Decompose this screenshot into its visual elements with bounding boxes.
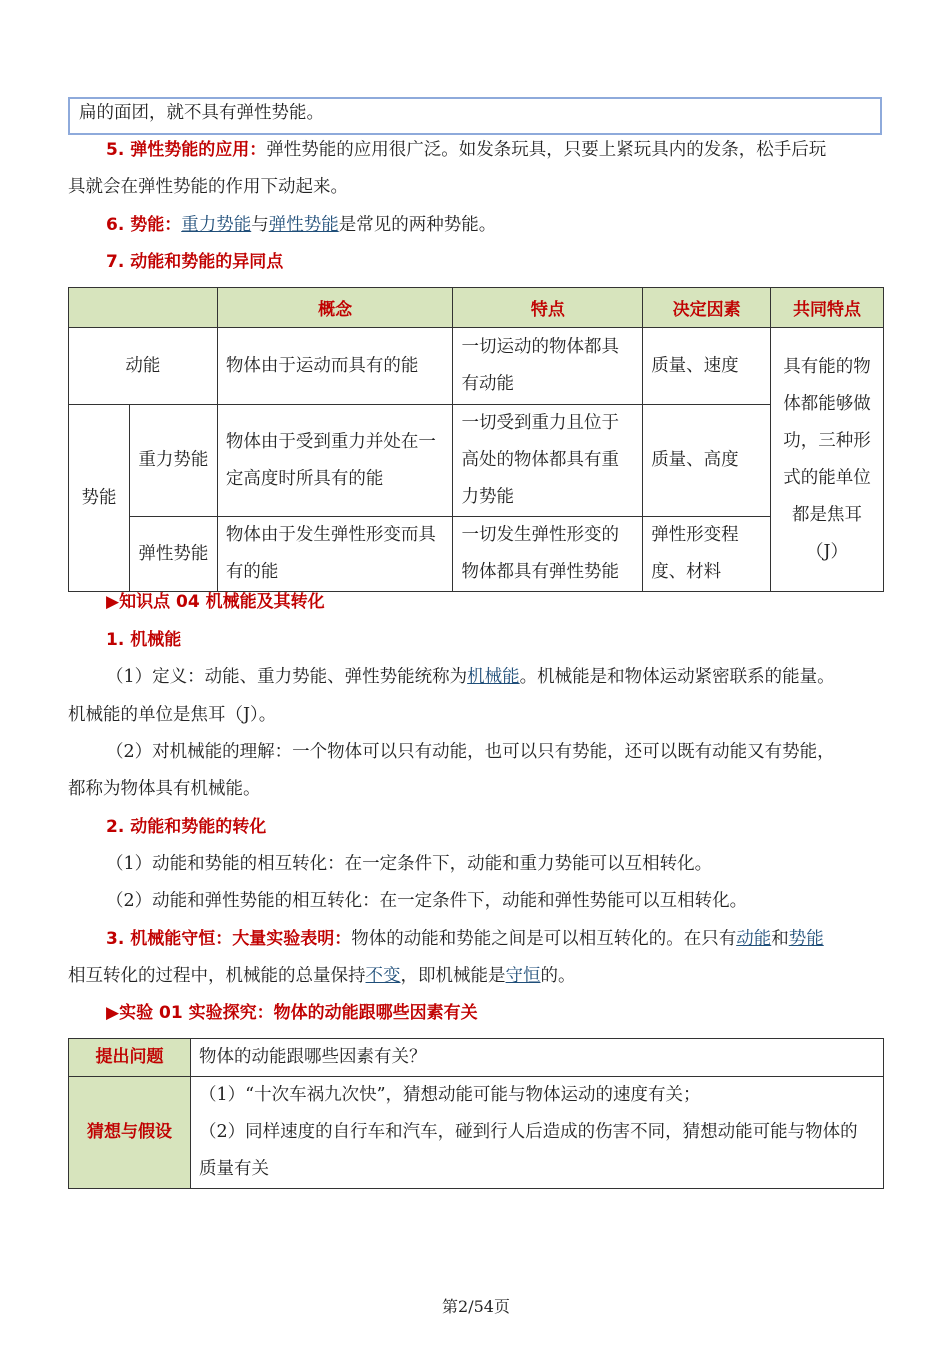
para-5-line1: 5. 弹性势能的应用：弹性势能的应用很广泛。如发条玩具，只要上紧玩具内的发条，松手后玩 xyxy=(106,140,827,160)
link-elastic-pe[interactable]: 弹性势能 xyxy=(268,215,339,235)
s2-heading: 2. 动能和势能的转化 xyxy=(106,817,267,837)
exp01-heading: ▶实验 01 实验探究：物体的动能跟哪些因素有关 xyxy=(106,1003,478,1023)
link-kinetic[interactable]: 动能 xyxy=(736,929,772,949)
link-conserved[interactable]: 守恒 xyxy=(505,966,541,986)
s3-line1: 3. 机械能守恒：大量实验表明：物体的动能和势能之间是可以相互转化的。在只有动能和势能 xyxy=(106,929,824,949)
comparison-table: 概念 特点 决定因素 共同特点 动能 物体由于运动而具有的能 一切运动的物体都具有动能 质量、速度 具有能的物体都能够做功，三种形式的能单位都是焦耳（J） 势能 重力势能 物体由于受到重力并处在一定高度时所具有的能 一切受到重力且位于高处的物体都具有重力势能 质量、高度 弹性势能 物体由于发生弹性形变而具有的能 一切发生弹性形变的物体都具有弹性势能 弹性形变程度、材料 xyxy=(68,287,884,592)
note-box xyxy=(68,97,882,135)
s2-line1: （1）动能和势能的相互转化：在一定条件下，动能和重力势能可以互相转化。 xyxy=(106,854,713,874)
para-5-line2: 具就会在弹性势能的作用下动起来。 xyxy=(68,177,348,197)
s1-unit: 机械能的单位是焦耳（J）。 xyxy=(68,705,277,725)
kp04-heading: ▶知识点 04 机械能及其转化 xyxy=(106,592,325,612)
page-number: 第2/54页 xyxy=(442,1297,510,1316)
s1-heading: 1. 机械能 xyxy=(106,630,182,650)
s1-def: （1）定义：动能、重力势能、弹性势能统称为机械能。机械能是和物体运动紧密联系的能量。 xyxy=(106,667,835,687)
link-mechanical-energy[interactable]: 机械能 xyxy=(467,667,520,687)
box-text: 扁的面团，就不具有弹性势能。 xyxy=(79,103,324,123)
s2-line2: （2）动能和弹性势能的相互转化：在一定条件下，动能和弹性势能可以互相转化。 xyxy=(106,891,748,911)
link-gravity-pe[interactable]: 重力势能 xyxy=(181,215,252,235)
heading-7: 7. 动能和势能的异同点 xyxy=(106,252,284,272)
s1-understanding: （2）对机械能的理解：一个物体可以只有动能，也可以只有势能，还可以既有动能又有势能， xyxy=(106,742,835,762)
s1-understanding-2: 都称为物体具有机械能。 xyxy=(68,779,261,799)
s3-line2: 相互转化的过程中，机械能的总量保持不变，即机械能是守恒的。 xyxy=(68,966,576,986)
para-6: 6. 势能：重力势能与弹性势能是常见的两种势能。 xyxy=(106,215,497,235)
link-unchanged[interactable]: 不变 xyxy=(365,966,401,986)
experiment-table: 提出问题 物体的动能跟哪些因素有关？ 猜想与假设 （1）“十次车祸九次快”，猜想动能可能与物体运动的速度有关； （2）同样速度的自行车和汽车，碰到行人后造成的伤害不同，猜想动能可能与物体的质量有关 xyxy=(68,1038,884,1189)
link-potential[interactable]: 势能 xyxy=(788,929,824,949)
